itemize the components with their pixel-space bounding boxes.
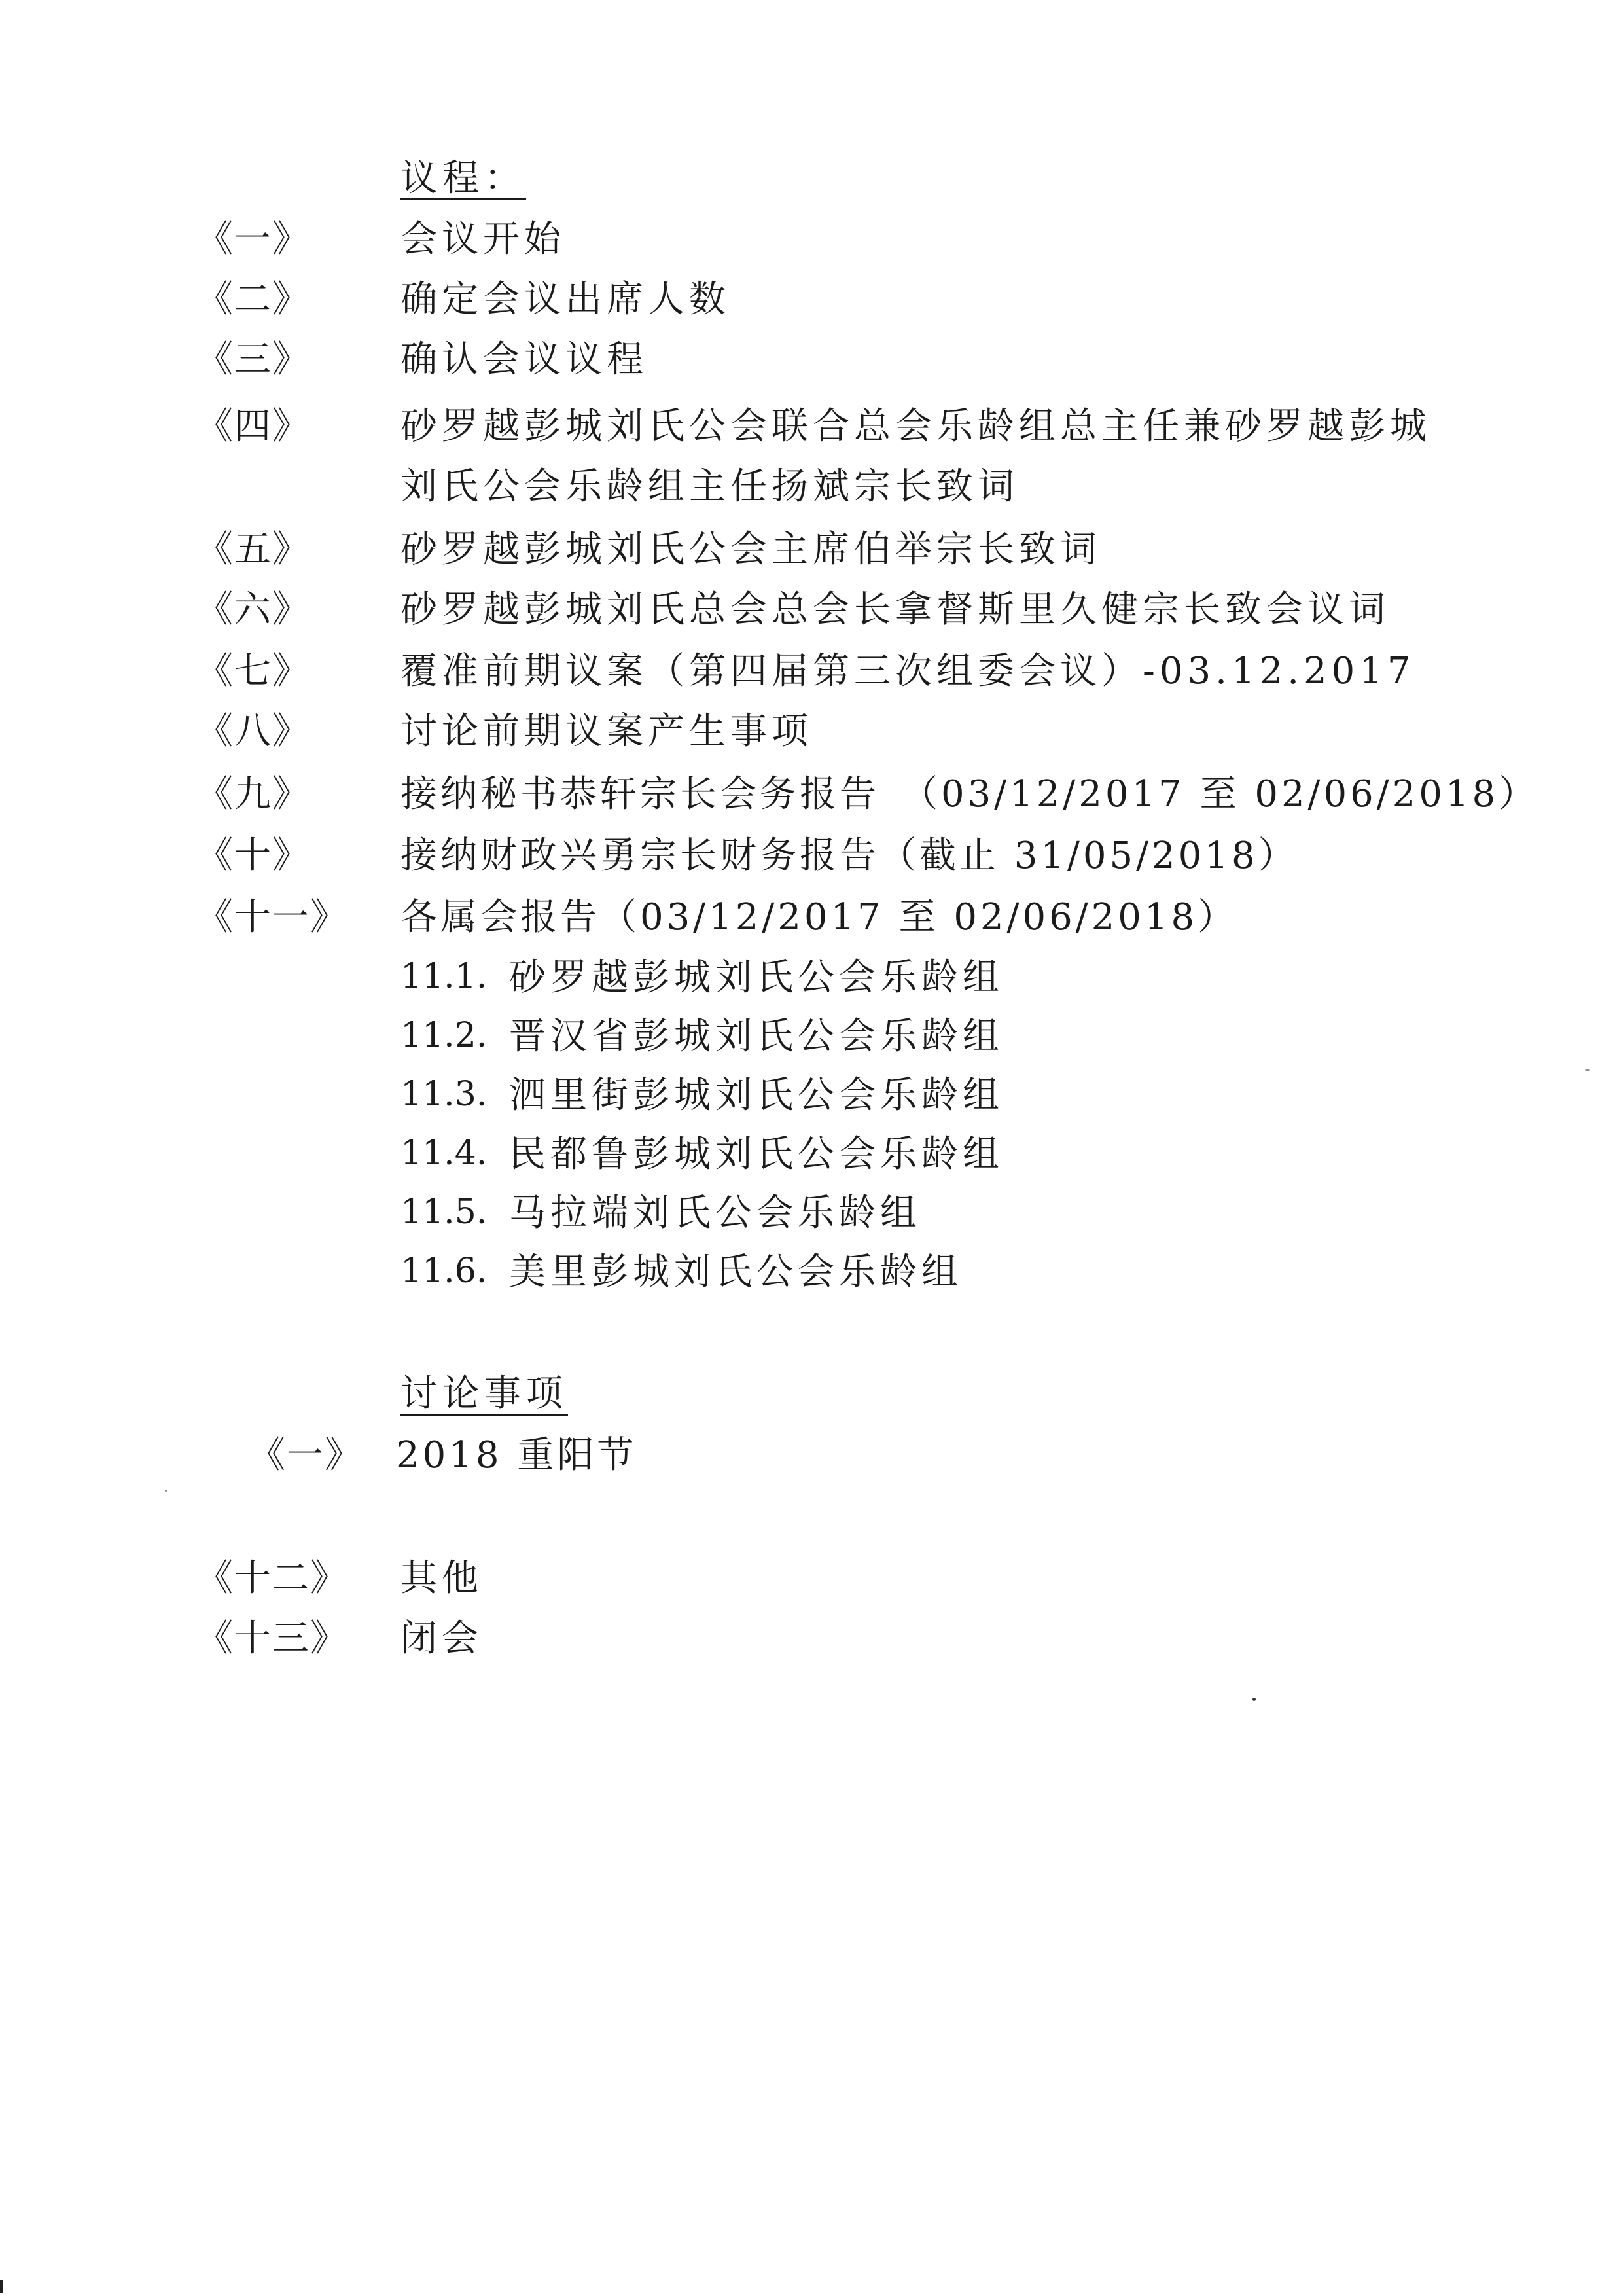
agenda-item-3-text: 确认会议议程 [400, 338, 648, 381]
scan-speck [1585, 1069, 1590, 1071]
agenda-item-11-number: 《十一》 [196, 896, 348, 939]
subitem-3-text: 泗里街彭城刘氏公会乐龄组 [509, 1074, 1004, 1117]
scan-speck [1252, 1698, 1256, 1701]
discussion-heading: 讨论事项 [400, 1372, 568, 1415]
agenda-item-1-text: 会议开始 [400, 218, 565, 260]
subitem-1-number: 11.1. [400, 957, 488, 996]
agenda-item-13-text: 闭会 [400, 1617, 483, 1660]
subitem-1-text: 砂罗越彭城刘氏公会乐龄组 [509, 956, 1004, 999]
subitem-4-text: 民都鲁彭城刘氏公会乐龄组 [509, 1133, 1004, 1175]
agenda-item-12-text: 其他 [400, 1557, 483, 1600]
agenda-item-4-text-line-1: 砂罗越彭城刘氏公会联合总会乐龄组总主任兼砂罗越彭城 [400, 405, 1431, 448]
agenda-item-9-number: 《九》 [196, 773, 310, 816]
agenda-item-3-number: 《三》 [196, 338, 310, 381]
subitem-2-number: 11.2. [400, 1016, 488, 1055]
subitem-3-number: 11.3. [400, 1075, 488, 1114]
agenda-heading: 议程： [400, 157, 526, 200]
agenda-item-12-number: 《十二》 [196, 1557, 348, 1600]
discussion-item-1-number: 《一》 [249, 1434, 363, 1477]
agenda-item-2-text: 确定会议出席人数 [400, 278, 730, 321]
agenda-item-5-text: 砂罗越彭城刘氏公会主席伯举宗长致词 [400, 528, 1101, 571]
subitem-6-number: 11.6. [400, 1251, 488, 1291]
agenda-item-8-number: 《八》 [196, 710, 310, 753]
agenda-item-7-text: 覆准前期议案（第四届第三次组委会议）-03.12.2017 [400, 650, 1415, 692]
subitem-2-text: 晋汉省彭城刘氏公会乐龄组 [509, 1015, 1004, 1058]
subitem-5-number: 11.5. [400, 1193, 488, 1232]
agenda-item-4-number: 《四》 [196, 405, 310, 448]
agenda-item-1-number: 《一》 [196, 218, 310, 260]
agenda-item-10-number: 《十》 [196, 834, 310, 877]
agenda-item-10-text: 接纳财政兴勇宗长财务报告（截止 31/05/2018） [400, 834, 1298, 877]
agenda-item-4-text-line-2: 刘氏公会乐龄组主任扬斌宗长致词 [400, 465, 1019, 508]
agenda-item-6-text: 砂罗越彭城刘氏总会总会长拿督斯里久健宗长致会议词 [400, 588, 1390, 631]
subitem-6-text: 美里彭城刘氏公会乐龄组 [509, 1251, 963, 1293]
agenda-item-8-text: 讨论前期议案产生事项 [400, 710, 813, 753]
scan-edge-mark [0, 2280, 3, 2293]
agenda-item-11-text: 各属会报告（03/12/2017 至 02/06/2018） [400, 896, 1238, 939]
agenda-item-13-number: 《十三》 [196, 1617, 348, 1660]
discussion-item-1-text: 2018 重阳节 [396, 1434, 637, 1477]
agenda-item-2-number: 《二》 [196, 278, 310, 321]
scan-speck [165, 1490, 167, 1492]
agenda-item-6-number: 《六》 [196, 588, 310, 631]
agenda-item-5-number: 《五》 [196, 528, 310, 571]
subitem-4-number: 11.4. [400, 1134, 488, 1173]
agenda-item-7-number: 《七》 [196, 650, 310, 692]
agenda-item-9-text: 接纳秘书恭轩宗长会务报告 （03/12/2017 至 02/06/2018） [400, 773, 1539, 816]
subitem-5-text: 马拉端刘氏公会乐龄组 [509, 1192, 921, 1234]
